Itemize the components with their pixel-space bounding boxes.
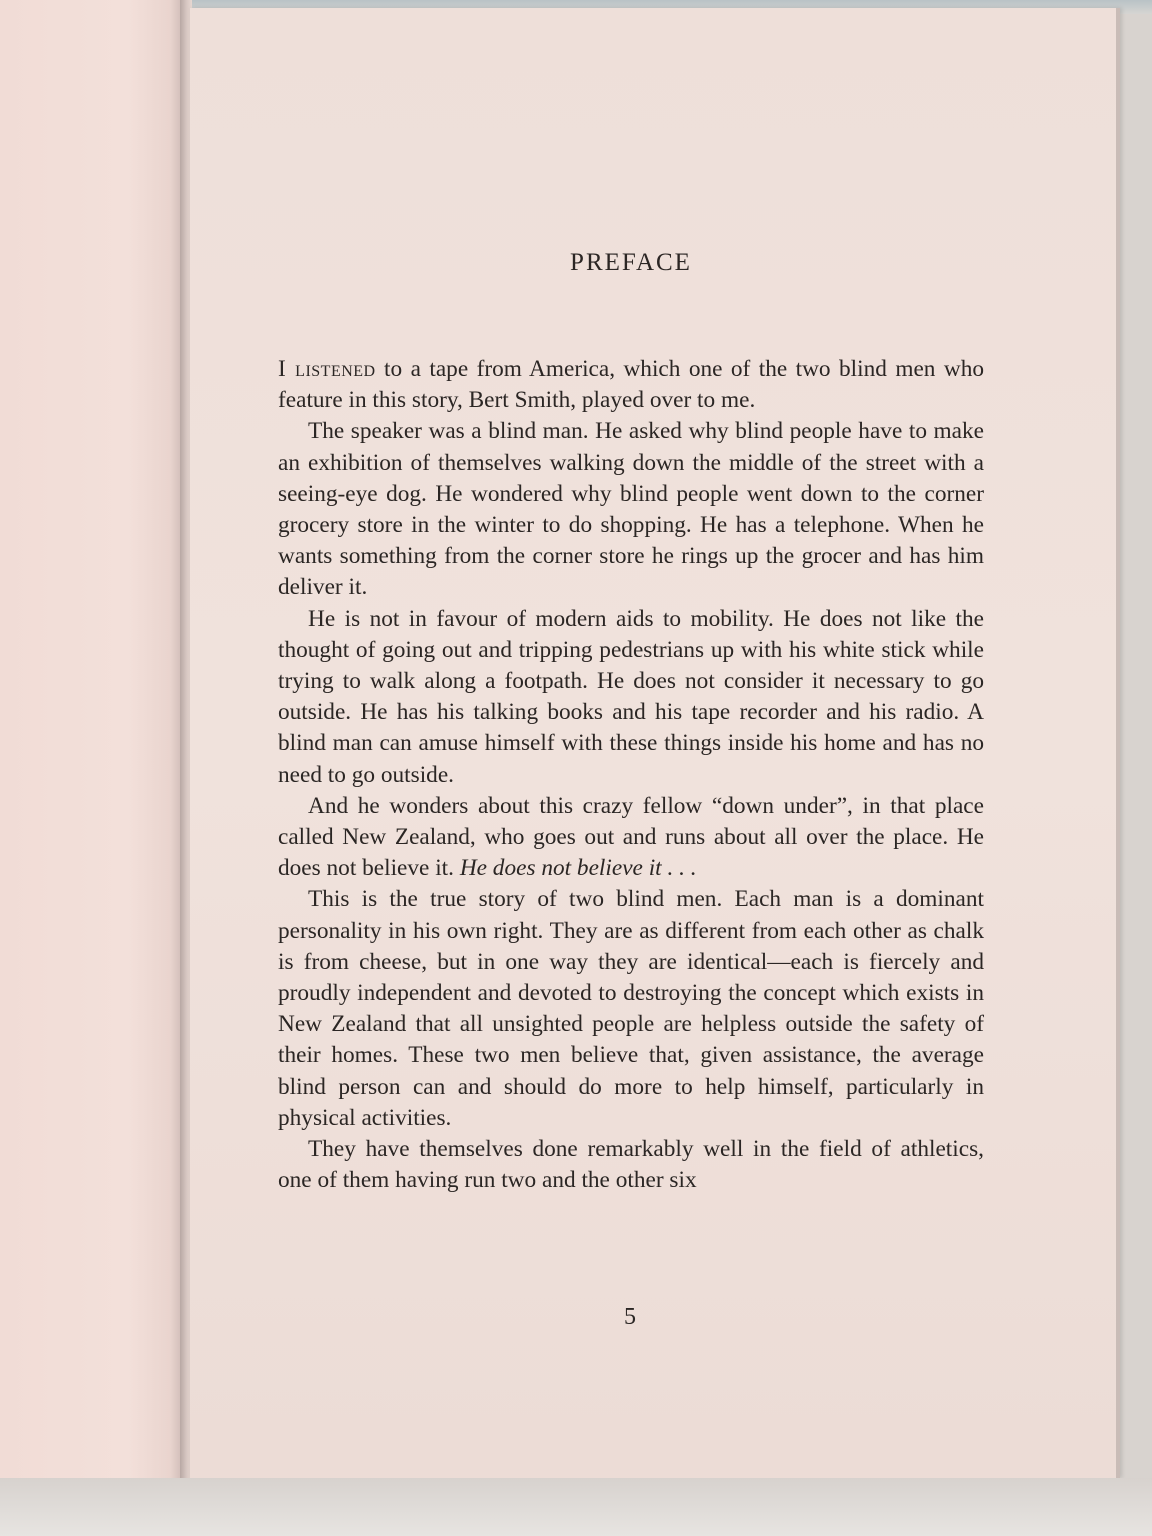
page-number: 5	[624, 1304, 636, 1330]
paragraph-1-lead: I listened	[278, 356, 376, 382]
page-text	[278, 246, 984, 1196]
page-edge	[1116, 8, 1120, 1478]
paragraph-6: They have themselves done remarkably well in the field of athletics, one of them having run two and the other six	[278, 1136, 984, 1194]
paragraph-1	[278, 354, 984, 416]
paragraph-3: He is not in favour of modern aids to mobility. He does not like the thought of going out and tripping pedestrians up with his white stick while trying to walk along a footpath. He does not consider it necessary to go outside. He has his talking books and his tape recorder and his radio. A blind man can amuse himself with these things inside his home and has no need to go outside.	[278, 605, 984, 788]
page-heading: PREFACE	[570, 249, 692, 276]
paragraph-1-text: to a tape from America, which one of the two blind men who feature in this story, Bert Smith, played over to me.	[278, 356, 984, 414]
left-page	[0, 0, 183, 1536]
paragraph-4-italic: He does not believe it . . .	[459, 855, 697, 882]
photo-background-bottom	[0, 1478, 1152, 1536]
paragraph-2: The speaker was a blind man. He asked why blind people have to make an exhibition of themselves walking down the middle of the street with a seeing-eye dog. He wondered why blind people went down to the corner grocery store in the winter to do shopping. He has a telephone. When he wants something from the corner store he rings up the grocer and has him deliver it.	[278, 418, 984, 601]
paragraph-5: This is the true story of two blind men. Each man is a dominant personality in his own right. They are as different from each other as chalk is from cheese, but in one way they are identical—each is fiercely and proudly independent and devoted to destroying the concept which exists in New Zealand that all unsighted people are helpless outside the safety of their homes. These two men believe that, given assistance, the average blind person can and should do more to help himself, particularly in physical activities.	[278, 886, 984, 1131]
paragraph-4	[278, 791, 984, 885]
paragraph-4-text: And he wonders about this crazy fellow “down under”, in that place called New Zealand, who goes out and runs about all over the place. He does not believe it.	[278, 792, 984, 882]
